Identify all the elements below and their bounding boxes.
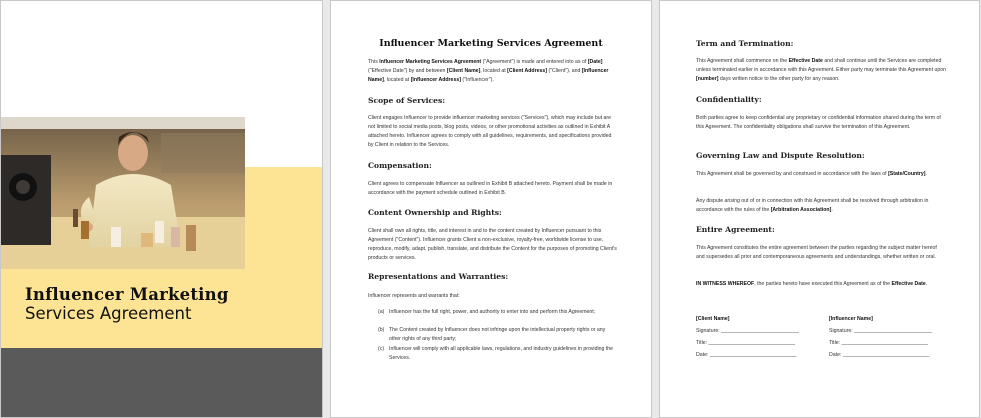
influencer-title-line[interactable]: Title: ______________________________ bbox=[829, 340, 929, 346]
cover-title-line2: Services Agreement bbox=[25, 304, 192, 323]
influencer-name: [Influencer Name] bbox=[829, 316, 873, 322]
agreement-page-2[interactable] bbox=[330, 0, 652, 418]
term-heading: Term and Termination: bbox=[696, 39, 794, 48]
compensation-heading: Compensation: bbox=[368, 161, 432, 170]
influencer-signature-line[interactable]: Signature: ___________________________ bbox=[829, 328, 932, 334]
confidentiality-heading: Confidentiality: bbox=[696, 95, 762, 104]
cover-title-line1: Influencer Marketing bbox=[25, 285, 229, 304]
governing-law-text: This Agreement shall be governed by and construed in accordance with the laws of [State/Country]. bbox=[696, 171, 927, 177]
cover-title bbox=[25, 285, 229, 323]
compensation-text: Client agrees to compensate Influencer as outlined in Exhibit B attached hereto. Payment shall be made in accordance with the payment schedule outlined in Exhibit B. bbox=[368, 181, 613, 196]
reps-item-c: (c) Influencer will comply with all applicable laws, regulations, and industry guidelines in providing the Services. bbox=[378, 346, 614, 361]
influencer-date-line[interactable]: Date: ______________________________ bbox=[829, 352, 930, 358]
client-date-line[interactable]: Date: ______________________________ bbox=[696, 352, 797, 358]
reps-intro: Influencer represents and warrants that: bbox=[368, 293, 460, 299]
reps-item-a: (a) Influencer has the full right, power, and authority to enter into and perform this Agreement; bbox=[378, 309, 596, 315]
scope-heading: Scope of Services: bbox=[368, 96, 446, 105]
reps-item-b: (b) The Content created by Influencer does not infringe upon the intellectual property rights or any other rights of any third party; bbox=[378, 327, 606, 342]
entire-agreement-heading: Entire Agreement: bbox=[696, 225, 775, 234]
intro-paragraph: This Influencer Marketing Services Agreement ("Agreement") is made and entered into as of [Date] ("Effective Date") by and between [Client Name], located at [Client Address] ("Client"), and [Influencer Name], located at [Influencer Address] ("Influencer"). bbox=[368, 59, 609, 83]
governing-law-heading: Governing Law and Dispute Resolution: bbox=[696, 151, 865, 160]
client-title-line[interactable]: Title: ______________________________ bbox=[696, 340, 796, 346]
witness-text: IN WITNESS WHEREOF, the parties hereto have executed this Agreement as of the Effective Date. bbox=[696, 281, 928, 287]
influencer-signature-block bbox=[829, 313, 932, 361]
doc-title: Influencer Marketing Services Agreement bbox=[379, 38, 603, 49]
client-signature-block bbox=[696, 313, 799, 361]
confidentiality-text: Both parties agree to keep confidential any proprietary or confidential information shared during the term of this Agreement. The confidentiality obligations shall survive the termination of this Agreement. bbox=[696, 115, 941, 130]
cover-grey-band bbox=[1, 348, 323, 418]
content-heading: Content Ownership and Rights: bbox=[368, 208, 502, 217]
cover-page[interactable] bbox=[0, 0, 323, 418]
scope-text: Client engages Influencer to provide influencer marketing services ("Services"), which may include but are not limited to social media posts, blog posts, videos, or other promotional activities as outlined in Exhibit A attached hereto. Influencer agrees to comply with all guidelines, requirements, and specifications provided by Client in relation to the Services. bbox=[368, 115, 612, 148]
term-text: This Agreement shall commence on the Effective Date and shall continue until the Services are completed unless terminated earlier in accordance with this Agreement. Either party may terminate this Agreement upon [number] days written notice to the other party for any reason. bbox=[696, 58, 946, 82]
agreement-page-3[interactable] bbox=[659, 0, 980, 418]
reps-heading: Representations and Warranties: bbox=[368, 272, 509, 281]
client-signature-line[interactable]: Signature: ___________________________ bbox=[696, 328, 799, 334]
entire-agreement-text: This Agreement constitutes the entire agreement between the parties regarding the subject matter hereof and supersedes all prior and contemporaneous agreements and understandings, whether written or oral. bbox=[696, 245, 937, 260]
client-name: [Client Name] bbox=[696, 316, 730, 322]
dispute-text: Any dispute arising out of or in connection with this Agreement shall be resolved through arbitration in accordance with the rules of the [Arbitration Association]. bbox=[696, 198, 929, 213]
influencer-photo bbox=[1, 117, 245, 269]
content-text: Client shall own all rights, title, and interest in and to the content created by Influencer pursuant to this Agreement ("Content"). Influencer grants Client a non-exclusive, royalty-free, worldwide license to use, reproduce, modify, adapt, publish, translate, and distribute the Content for the purposes of promoting Client's products or services. bbox=[368, 228, 617, 261]
